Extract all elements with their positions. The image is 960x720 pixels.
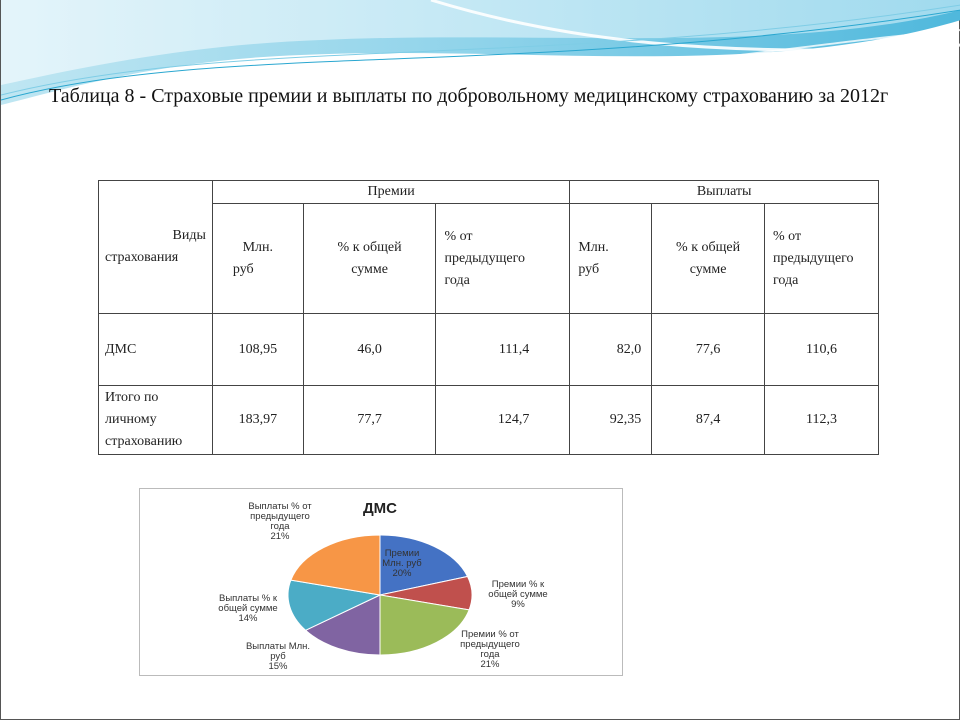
subheader-premium-mln: Млн. руб (212, 204, 303, 314)
pie-slice-label: Премии % к общей сумме 9% (488, 579, 548, 610)
table-cell: 82,0 (570, 314, 652, 386)
table-cell: 77,7 (303, 386, 436, 455)
table-row (99, 386, 879, 455)
insurance-table (98, 180, 879, 455)
pie-slice-label: Премии Млн. руб 20% (382, 548, 422, 579)
table-cell: 87,4 (652, 386, 765, 455)
table-cell: 112,3 (764, 386, 878, 455)
chart-title: ДМС (362, 500, 398, 517)
header-premiums: Премии (212, 181, 569, 204)
pie-chart (140, 489, 622, 675)
table-cell: 124,7 (436, 386, 570, 455)
table-cell: 108,95 (212, 314, 303, 386)
page-title: Таблица 8 - Страховые премии и выплаты по добровольному медицинскому страхованию за 2012г (49, 85, 889, 107)
table-cell: 110,6 (764, 314, 878, 386)
subheader-payout-pct-total: % к общей сумме (652, 204, 765, 314)
table-row (99, 314, 879, 386)
corner-line-2: страхования (105, 250, 179, 265)
table-cell: 183,97 (212, 386, 303, 455)
pie-chart-panel (139, 488, 623, 676)
pie-slice-label: Выплаты % к общей сумме 14% (218, 593, 278, 624)
table-cell: 46,0 (303, 314, 436, 386)
subheader-premium-pct-total: % к общей сумме (303, 204, 436, 314)
table-cell: 92,35 (570, 386, 652, 455)
pie-slice-label: Выплаты % от предыдущего года 21% (248, 501, 312, 542)
subheader-payout-pct-prev: % от предыдущего года (764, 204, 878, 314)
header-payouts: Выплаты (570, 181, 879, 204)
table-cell: 77,6 (652, 314, 765, 386)
pie-slice-label: Выплаты Млн. руб 15% (245, 641, 311, 672)
row-label: ДМС (99, 314, 213, 386)
header-kind-of-insurance (99, 181, 213, 314)
subheader-payout-mln: Млн. руб (570, 204, 652, 314)
table-cell: 111,4 (436, 314, 570, 386)
pie-slice-label: Премии % от предыдущего года 21% (460, 629, 520, 670)
subheader-premium-pct-prev: % от предыдущего года (436, 204, 570, 314)
row-label: Итого по личному страхованию (99, 386, 213, 455)
corner-line-1: Виды (172, 228, 206, 243)
